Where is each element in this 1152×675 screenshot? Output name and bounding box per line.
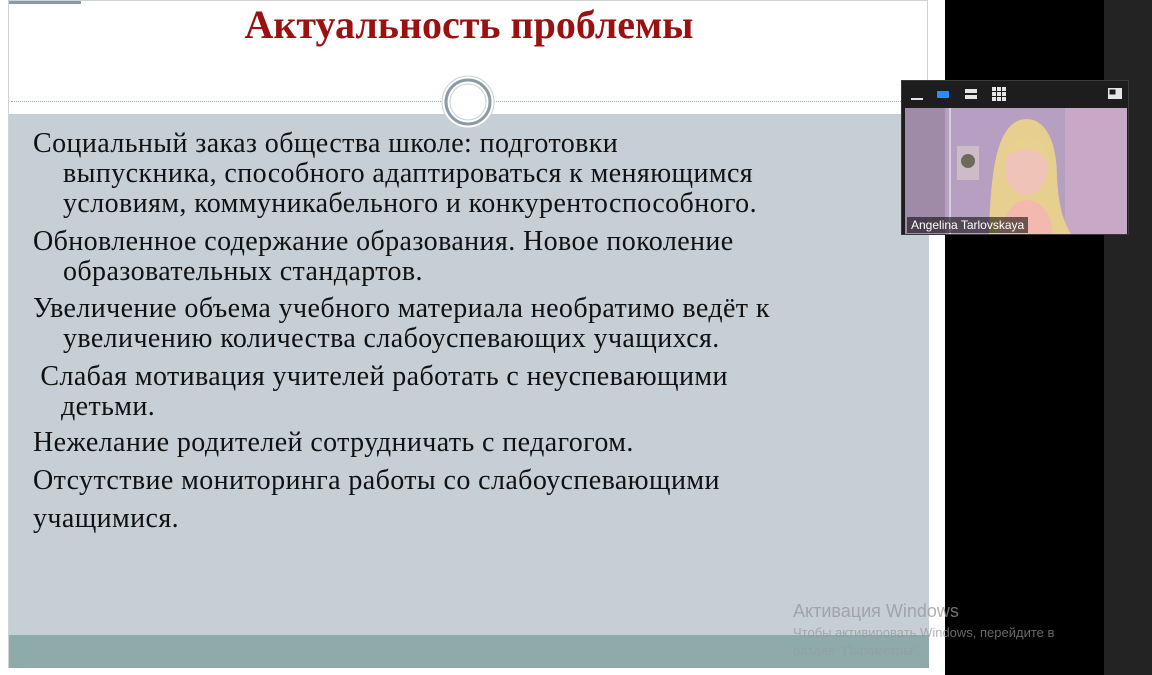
bullet-updated-content: Обновленное содержание образования. Новое поколение образовательных стандартов.	[33, 226, 734, 287]
slide-footer-band	[9, 635, 929, 668]
participant-video-frame	[905, 108, 1127, 234]
bullet-monitoring: Отсутствие мониторинга работы со слабоуспевающими учащимися.	[33, 465, 720, 534]
participant-video-feed	[905, 108, 1127, 234]
ring-ornament-icon	[441, 75, 495, 129]
video-toolbar	[902, 81, 1130, 107]
bullet-material-volume: Увеличение объема учебного материала необратимо ведёт к увеличению количества слабоуспевающих учащихся.	[33, 293, 770, 354]
participant-name-label: Angelina Tarlovskaya	[907, 217, 1028, 233]
bullet-parents: Нежелание родителей сотрудничать с педагогом.	[33, 427, 634, 458]
slide-title: Актуальность проблемы	[244, 2, 694, 47]
bullet-teacher-motivation: Слабая мотивация учителей работать с неуспевающими детьми.	[33, 361, 728, 422]
active-speaker-view-icon[interactable]	[934, 86, 952, 102]
pop-out-icon[interactable]	[1106, 86, 1124, 102]
gallery-view-icon[interactable]	[990, 86, 1008, 102]
windows-activation-watermark-text-2: раздел "Параметры".	[793, 643, 921, 658]
windows-activation-watermark-title: Активация Windows	[793, 601, 959, 621]
minimize-icon[interactable]	[908, 86, 926, 102]
windows-activation-watermark-text: Чтобы активировать Windows, перейдите в	[793, 625, 1055, 640]
presentation-slide	[8, 0, 928, 668]
bullet-social-order: Социальный заказ общества школе: подготовки выпускника, способного адаптироваться к меняющимся условиям, коммуникабельного и конкурентоспособного.	[33, 128, 757, 219]
strip-view-icon[interactable]	[962, 86, 980, 102]
participant-video-panel[interactable]	[901, 80, 1129, 235]
